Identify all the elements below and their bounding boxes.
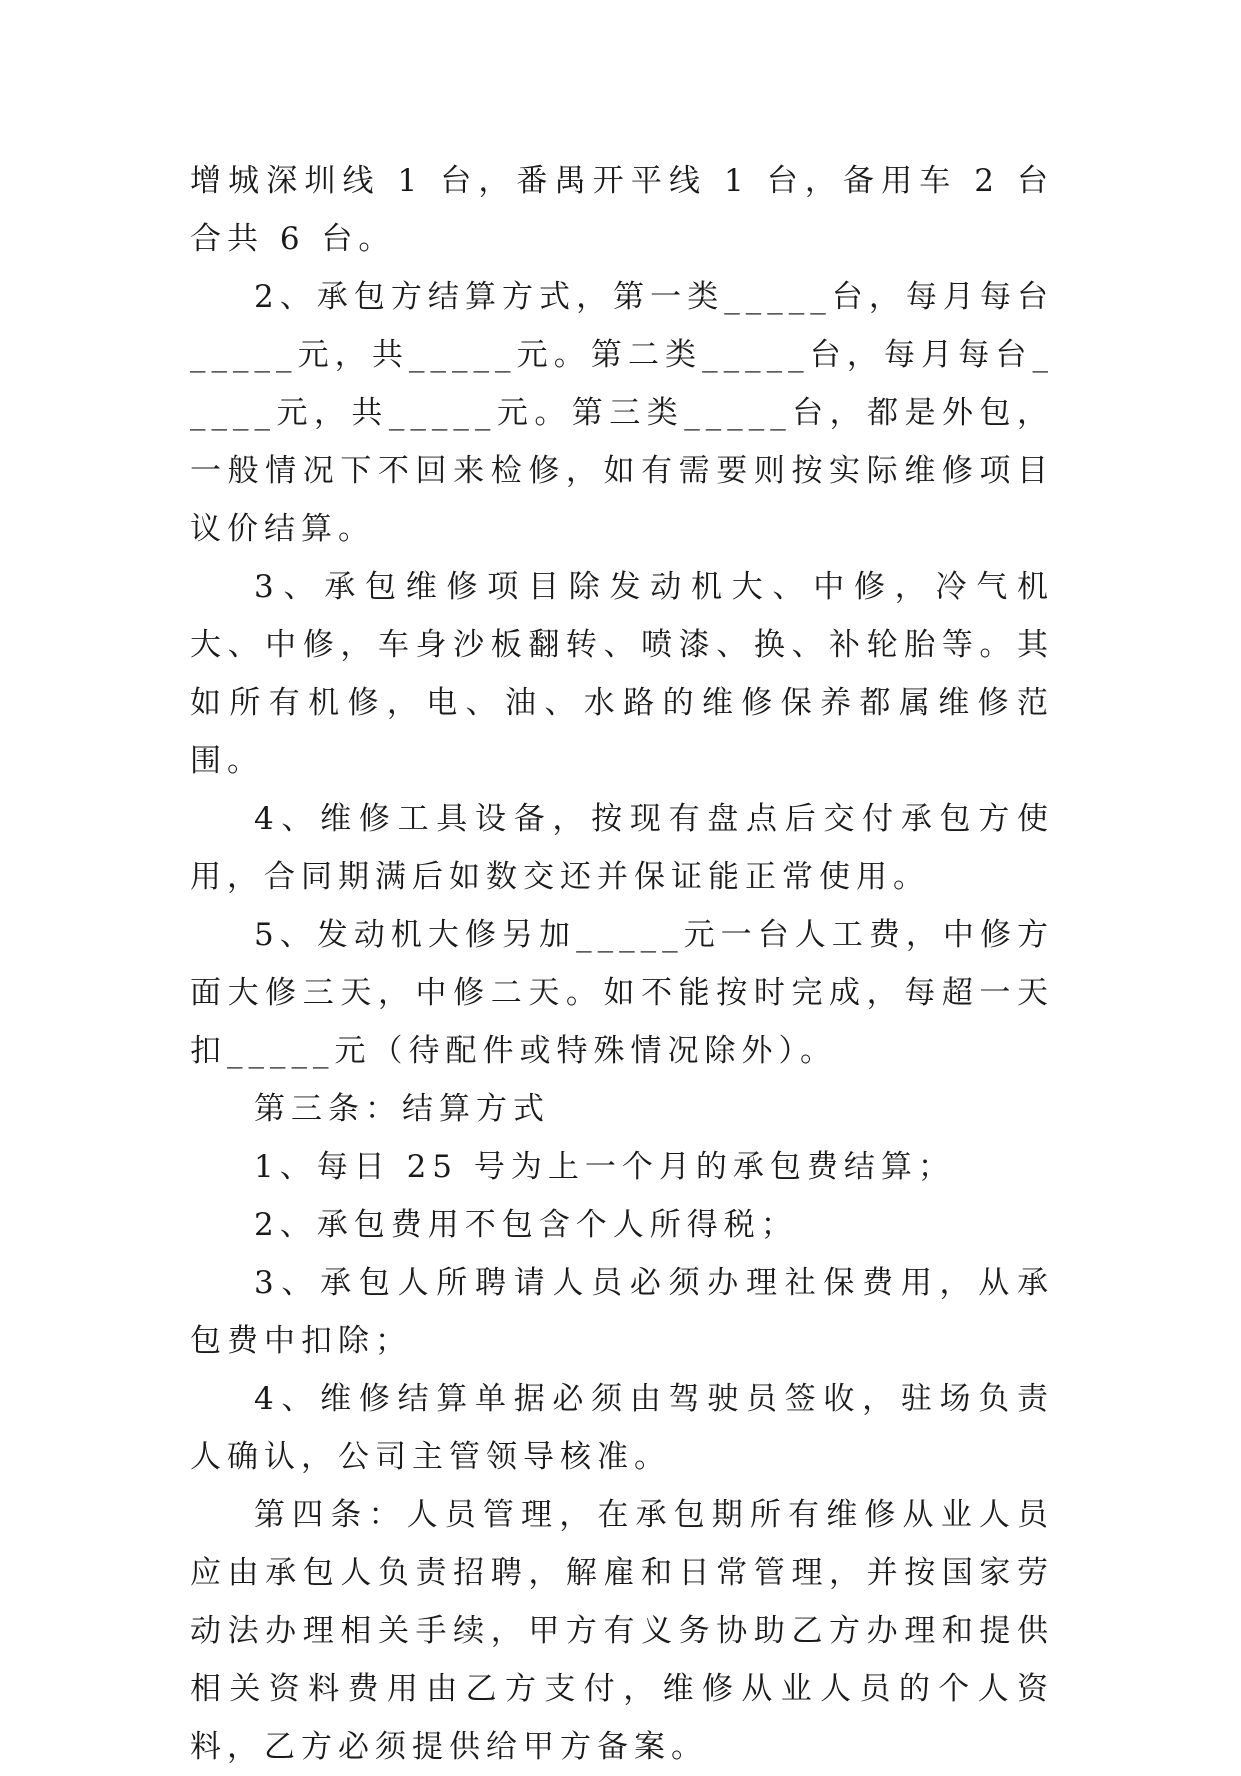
- document-body: [190, 152, 1054, 1776]
- paragraph-settlement-method: 2、承包方结算方式，第一类_____台，每月每台_____元，共_____元。第二类_____台，每月每台_____元，共_____元。第三类_____台，都是外包，一般情况下不回来检修，如有需要则按实际维修项目议价结算。: [190, 279, 1054, 547]
- section-article-4-personnel: 第四条：人员管理，在承包期所有维修从业人员应由承包人负责招聘，解雇和日常管理，并按国家劳动法办理相关手续，甲方有义务协助乙方办理和提供相关资料费用由乙方支付，维修从业人员的个人资料，乙方必须提供给甲方备案。: [190, 1497, 1054, 1765]
- paragraph-social-insurance: 3、承包人所聘请人员必须办理社保费用，从承包费中扣除；: [190, 1265, 1054, 1359]
- paragraph-tools-equipment: 4、维修工具设备，按现有盘点后交付承包方使用，合同期满后如数交还并保证能正常使用。: [190, 801, 1054, 895]
- paragraph-receipt-approval: 4、维修结算单据必须由驾驶员签收，驻场负责人确认，公司主管领导核准。: [190, 1381, 1054, 1475]
- paragraph-vehicle-count: 增城深圳线 1 台，番禺开平线 1 台，备用车 2 台合共 6 台。: [190, 163, 1054, 257]
- paragraph-repair-scope: 3、承包维修项目除发动机大、中修，冷气机大、中修，车身沙板翻转、喷漆、换、补轮胎等。其如所有机修，电、油、水路的维修保养都属维修范围。: [190, 569, 1054, 779]
- paragraph-engine-overhaul: 5、发动机大修另加_____元一台人工费，中修方面大修三天，中修二天。如不能按时完成，每超一天扣_____元（待配件或特殊情况除外）。: [190, 917, 1054, 1069]
- section-heading-article-3: 第三条：结算方式: [254, 1091, 550, 1127]
- paragraph-settlement-date: 1、每日 25 号为上一个月的承包费结算；: [254, 1149, 955, 1185]
- paragraph-tax-exclusion: 2、承包费用不包含个人所得税；: [254, 1207, 798, 1243]
